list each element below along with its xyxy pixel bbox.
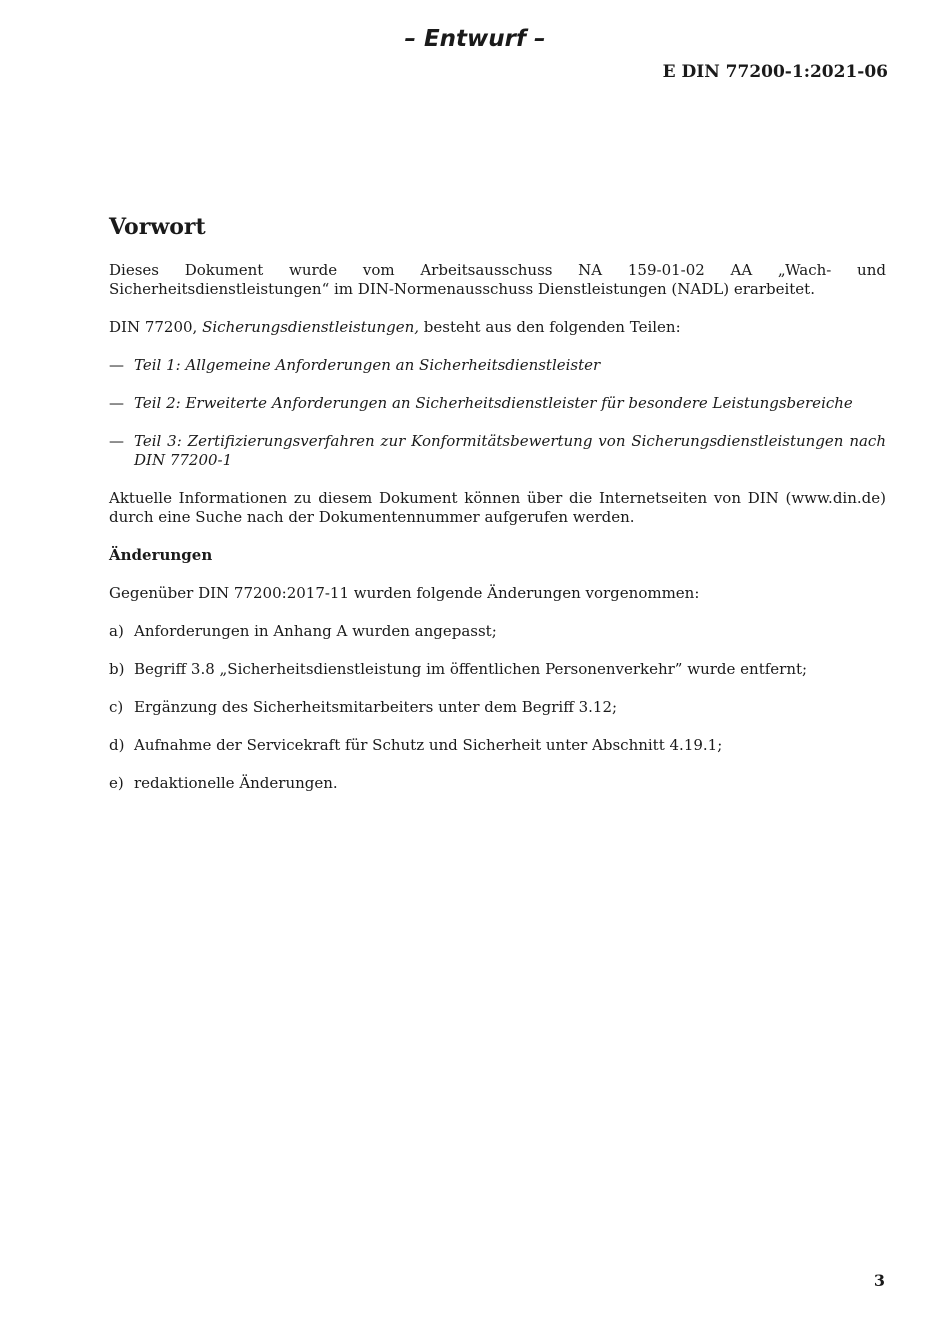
section-title: Vorwort [109, 214, 206, 240]
parts-intro-suffix: besteht aus den folgenden Teilen: [419, 318, 681, 336]
list-item [109, 432, 886, 470]
part-text: Teil 1: Allgemeine Anforderungen an Sicherheitsdienstleister [134, 356, 601, 374]
draft-label: – Entwurf – [404, 26, 546, 52]
info-paragraph: Aktuelle Informationen zu diesem Dokument können über die Internetseiten von DIN (www.din.de) durch eine Suche nach der Dokumentennummer aufgerufen werden. [109, 489, 886, 526]
enum-marker: a) [109, 622, 124, 640]
enum-marker: d) [109, 736, 125, 754]
page-number: 3 [873, 1271, 885, 1290]
list-item [109, 394, 886, 413]
change-text: Aufnahme der Servicekraft für Schutz und Sicherheit unter Abschnitt 4.19.1; [134, 736, 723, 754]
change-text: Ergänzung des Sicherheitsmitarbeiters unter dem Begriff 3.12; [134, 698, 618, 716]
changes-heading: Änderungen [109, 546, 213, 564]
foreword-section [109, 214, 886, 812]
dash-marker: — [109, 432, 124, 450]
part-text-line-1: Teil 3: Zertifizierungsverfahren zur Konformitätsbewertung von Sicherungsdienstleistungen nach [134, 432, 886, 450]
dash-marker: — [109, 394, 124, 412]
list-item [109, 774, 886, 793]
change-text: Anforderungen in Anhang A wurden angepasst; [134, 622, 497, 640]
standard-title: Sicherungsdienstleistungen, [202, 318, 420, 336]
change-text: redaktionelle Änderungen. [134, 774, 338, 792]
part-text: Teil 2: Erweiterte Anforderungen an Sicherheitsdienstleister für besondere Leistungsbereiche [134, 394, 853, 412]
change-text: Begriff 3.8 „Sicherheitsdienstleistung im öffentlichen Personenverkehr” wurde entfernt; [134, 660, 808, 678]
parts-intro-prefix: DIN 77200, [109, 318, 203, 336]
enum-marker: c) [109, 698, 124, 716]
parts-intro-paragraph [109, 318, 886, 337]
changes-intro: Gegenüber DIN 77200:2017-11 wurden folgende Änderungen vorgenommen: [109, 584, 700, 602]
enum-marker: b) [109, 660, 125, 678]
document-id: E DIN 77200-1:2021-06 [662, 62, 888, 82]
part-text-line-2: DIN 77200-1 [134, 451, 233, 469]
intro-paragraph: Dieses Dokument wurde vom Arbeitsausschuss NA 159-01-02 AA „Wach- und Sicherheitsdienstleistungen“ im DIN-Normenausschuss Dienstleistungen (NADL) erarbeitet. [109, 261, 886, 298]
list-item [109, 698, 886, 717]
list-item [109, 622, 886, 641]
dash-marker: — [109, 356, 124, 374]
list-item [109, 736, 886, 755]
enum-marker: e) [109, 774, 124, 792]
changes-list [109, 622, 886, 793]
list-item [109, 356, 886, 375]
list-item [109, 660, 886, 679]
parts-list [109, 356, 886, 470]
